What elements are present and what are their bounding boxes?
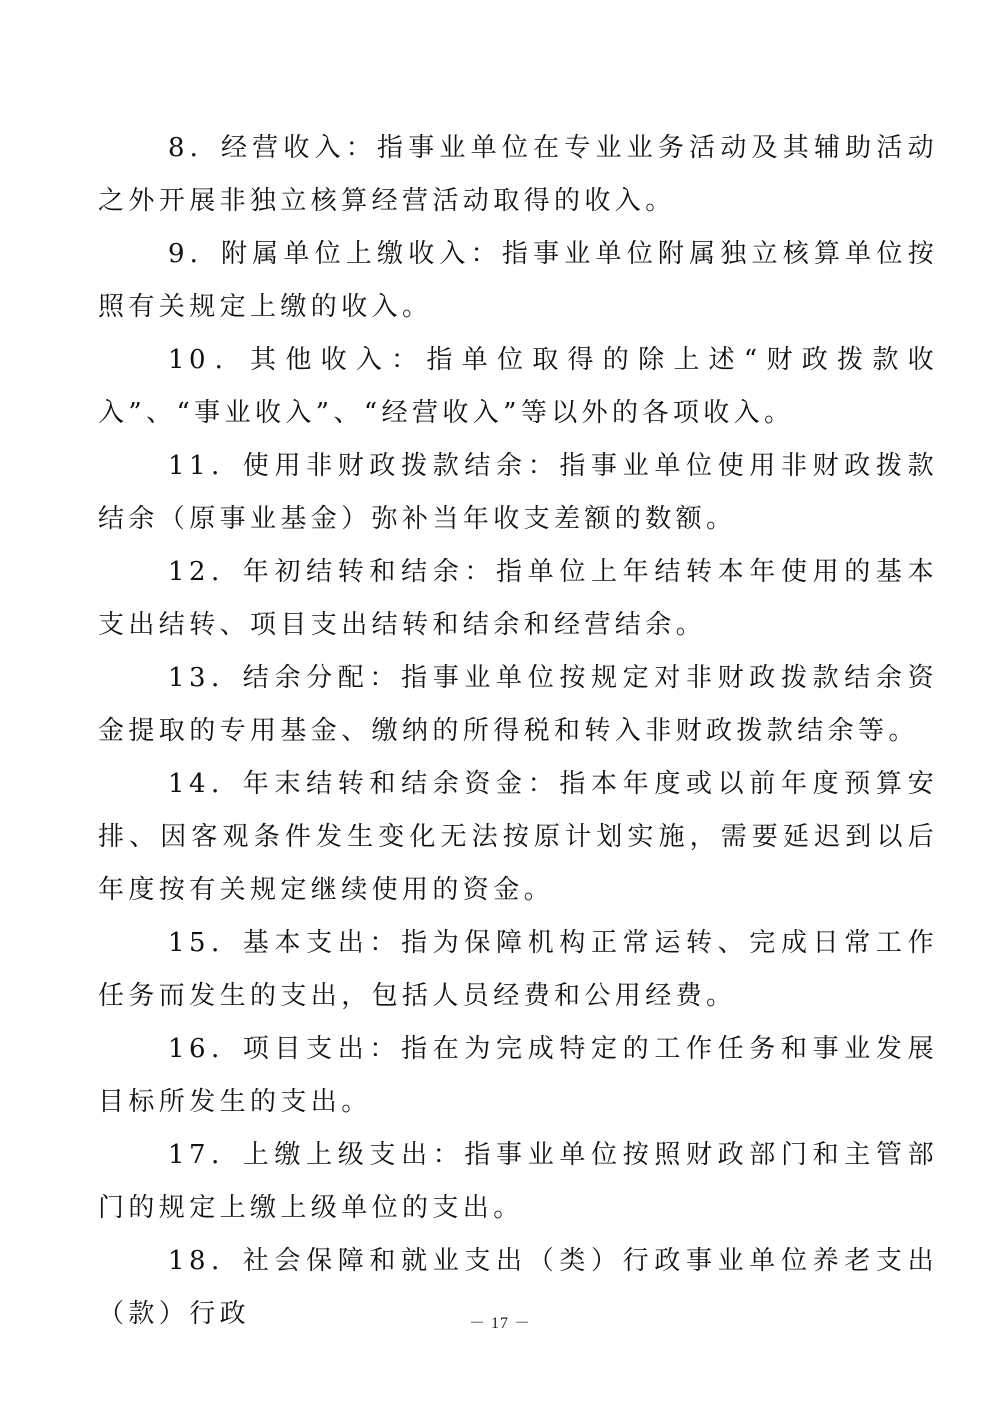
page-number: － 17 －	[468, 1315, 531, 1332]
paragraph-17-remittance-to-superior: 17．上缴上级支出：指事业单位按照财政部门和主管部门的规定上缴上级单位的支出。	[98, 1140, 938, 1223]
paragraph-13-surplus-distribution: 13．结余分配：指事业单位按规定对非财政拨款结余资金提取的专用基金、缴纳的所得税和转入非财政拨款结余等。	[98, 663, 938, 746]
paragraph-18-social-security: 18．社会保障和就业支出（类）行政事业单位养老支出（款）行政	[98, 1246, 938, 1329]
paragraph-12-opening-carryover: 12．年初结转和结余：指单位上年结转本年使用的基本支出结转、项目支出结转和结余和经营结余。	[98, 557, 938, 640]
paragraph-14-closing-carryover: 14．年末结转和结余资金：指本年度或以前年度预算安排、因客观条件发生变化无法按原计划实施，需要延迟到以后年度按有关规定继续使用的资金。	[98, 769, 938, 905]
document-body	[98, 122, 938, 1341]
paragraph-16-project-expenditure: 16．项目支出：指在为完成特定的工作任务和事业发展目标所发生的支出。	[98, 1034, 938, 1117]
paragraph-10-other-income: 10．其他收入：指单位取得的除上述“财政拨款收入”、“事业收入”、“经营收入”等以外的各项收入。	[98, 345, 938, 428]
paragraph-11-non-fiscal-surplus-use: 11．使用非财政拨款结余：指事业单位使用非财政拨款结余（原事业基金）弥补当年收支差额的数额。	[98, 451, 938, 534]
paragraph-15-basic-expenditure: 15．基本支出：指为保障机构正常运转、完成日常工作任务而发生的支出，包括人员经费和公用经费。	[98, 928, 938, 1011]
paragraph-8-operating-income: 8．经营收入：指事业单位在专业业务活动及其辅助活动之外开展非独立核算经营活动取得的收入。	[98, 133, 938, 216]
paragraph-9-affiliate-remittance-income: 9．附属单位上缴收入：指事业单位附属独立核算单位按照有关规定上缴的收入。	[98, 239, 938, 322]
